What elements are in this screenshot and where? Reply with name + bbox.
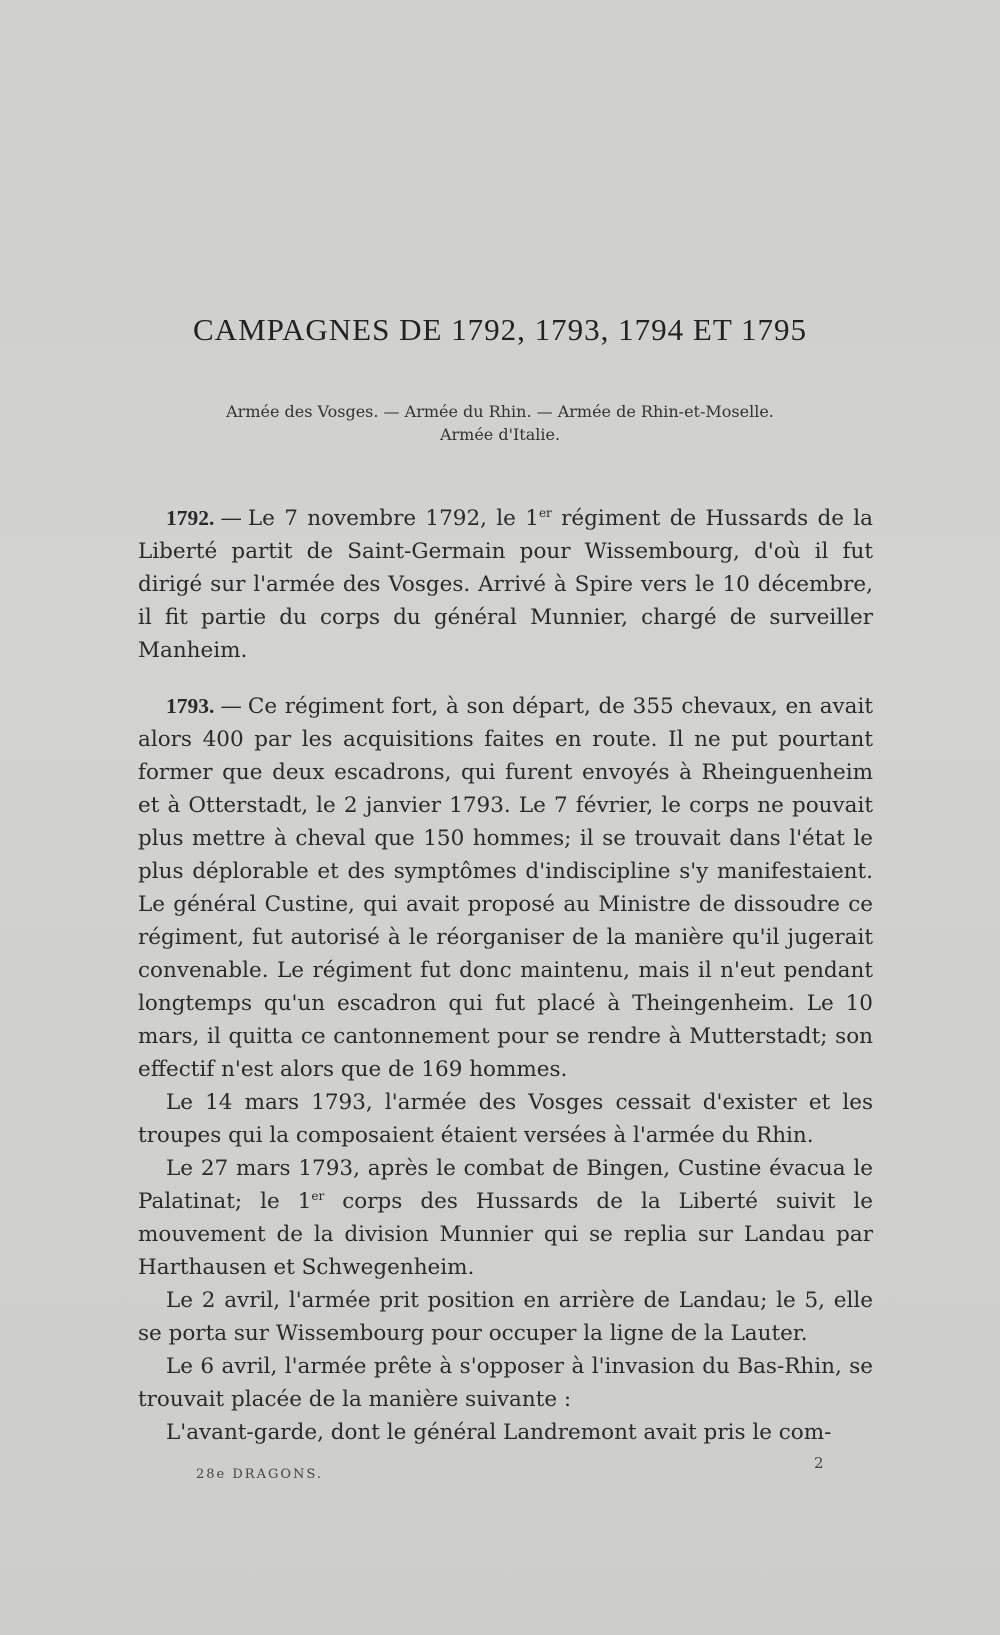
year-label: 1792. xyxy=(166,506,215,530)
page-subtitle xyxy=(0,400,1000,446)
superscript: er xyxy=(311,1188,325,1203)
footer-page-number: 2 xyxy=(814,1454,824,1472)
paragraph-1792 xyxy=(138,502,873,667)
paragraph-text: corps des Hussards de la Liberté suivit le mouvement de la division Munnier qui se replia sur Landau par Harthausen et Schwegenheim. xyxy=(138,1189,873,1280)
paragraph-text: Ce régiment fort, à son départ, de 355 chevaux, en avait alors 400 par les acquisitions faites en route. Il ne put pourtant former que deux escadrons, qui furent envoyés à Rheinguenheim et à Otterstadt, le 2 janvier 1793. Le 7 février, le corps ne pouvait plus mettre à cheval que 150 hommes; il se trouvait dans l'état le plus déplorable et des symptômes d'indiscipline s'y manifestaient. Le général Custine, qui avait proposé au Ministre de dissoudre ce régiment, fut autorisé à le réorganiser de la manière qu'il jugerait convenable. Le régiment fut donc maintenu, mais il n'eut pendant longtemps qu'un escadron qui fut placé à Theingenheim. Le 10 mars, il quitta ce cantonnement pour se rendre à Mutterstadt; son effectif n'est alors que de 169 hommes. xyxy=(138,694,873,1082)
paragraph-text: Le 7 novembre 1792, le 1 xyxy=(247,506,539,531)
paragraph-1793 xyxy=(138,690,873,1086)
paragraph-27-mars xyxy=(138,1152,873,1284)
subtitle-line-2: Armée d'Italie. xyxy=(439,425,561,444)
paragraph-armee-vosges: Le 14 mars 1793, l'armée des Vosges cessait d'exister et les troupes qui la composaient étaient versées à l'armée du Rhin. xyxy=(138,1090,873,1148)
paragraph-text: Le 27 mars 1793, après le combat de Bingen, Custine évacua le Palatinat; le 1 xyxy=(138,1156,873,1214)
paragraph-2-avril: Le 2 avril, l'armée prit position en arrière de Landau; le 5, elle se porta sur Wissembourg pour occuper la ligne de la Lauter. xyxy=(138,1288,873,1346)
subtitle-line-1: Armée des Vosges. — Armée du Rhin. — Armée de Rhin-et-Moselle. xyxy=(226,402,774,421)
paragraph-6-avril: Le 6 avril, l'armée prête à s'opposer à l'invasion du Bas-Rhin, se trouvait placée de la manière suivante : xyxy=(138,1354,873,1412)
em-dash: — xyxy=(220,694,242,719)
em-dash: — xyxy=(220,506,242,531)
year-label: 1793. xyxy=(166,694,215,718)
footer-signature: 28e DRAGONS. xyxy=(196,1467,323,1482)
paragraph-text: régiment de Hussards de la Liberté partit de Saint-Germain pour Wissembourg, d'où il fut dirigé sur l'armée des Vosges. Arrivé à Spire vers le 10 décembre, il fit partie du corps du général Munnier, chargé de surveiller Manheim. xyxy=(138,506,873,663)
superscript: er xyxy=(538,505,552,520)
paragraph-avant-garde: L'avant-garde, dont le général Landremont avait pris le com- xyxy=(166,1420,832,1445)
body-text xyxy=(138,502,873,1449)
page-title: CAMPAGNES DE 1792, 1793, 1794 ET 1795 xyxy=(193,312,807,347)
